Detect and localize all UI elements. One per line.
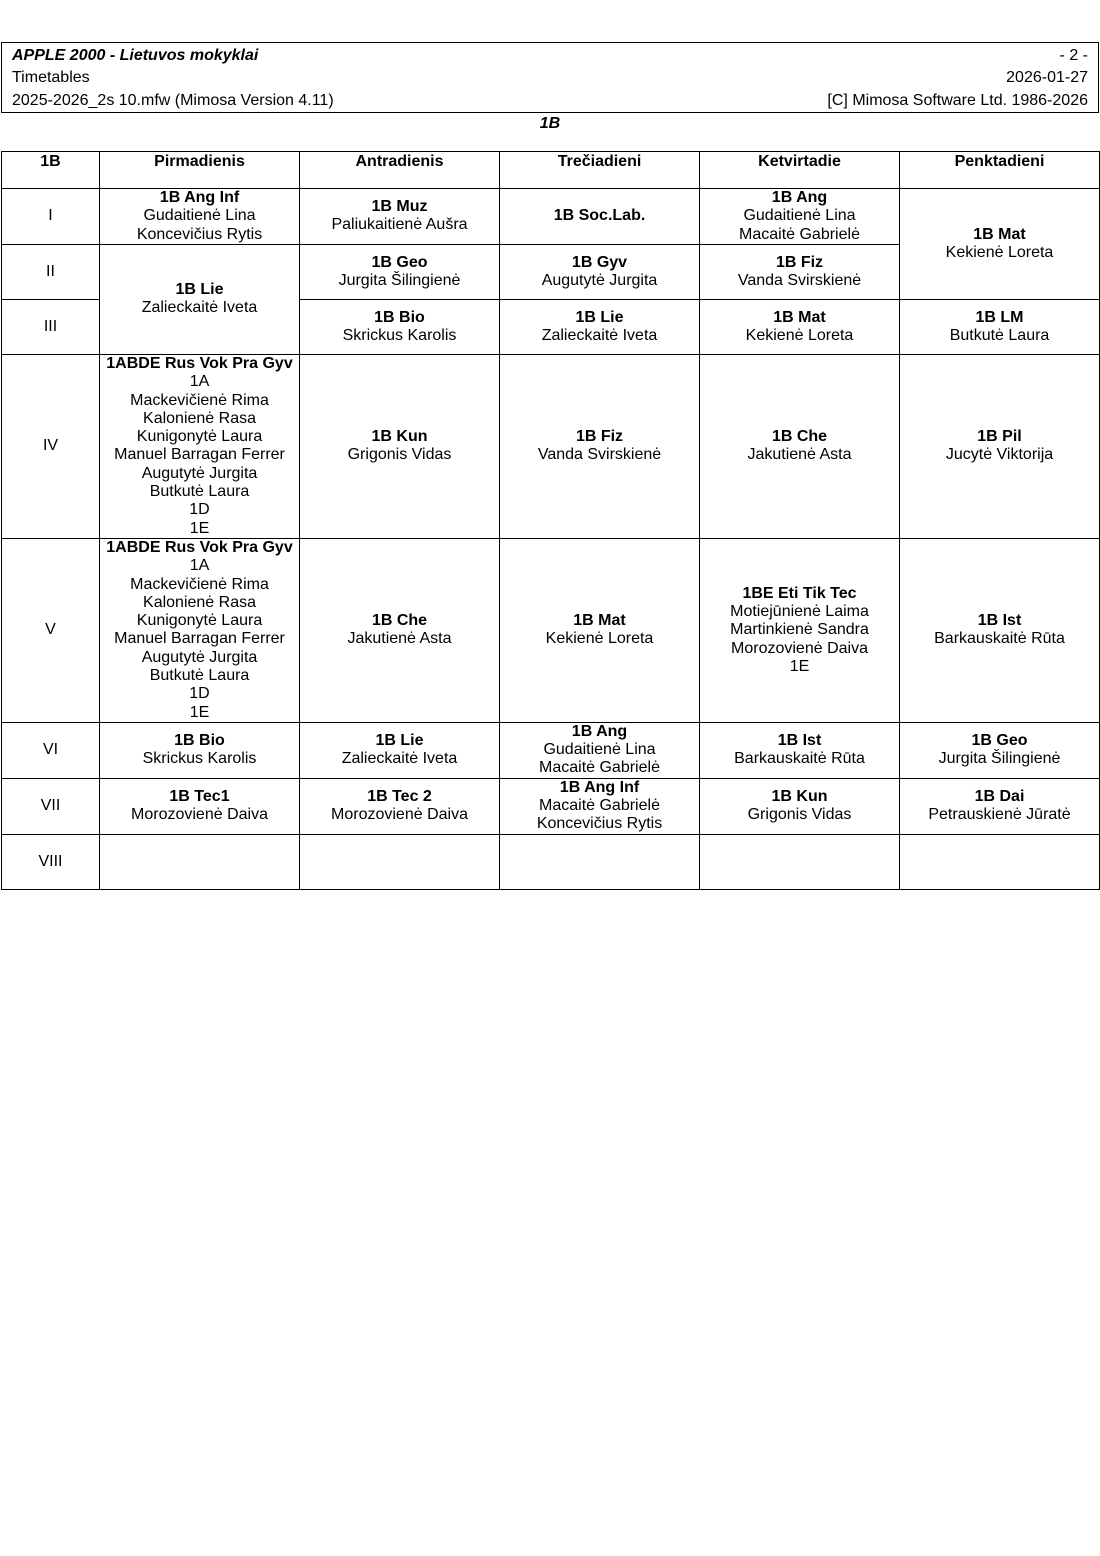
lesson-title: 1B Mat <box>773 308 826 326</box>
lesson-content <box>500 254 699 291</box>
lesson-title: 1B Geo <box>971 732 1028 750</box>
lesson-content <box>300 612 499 649</box>
lesson-title: 1B Geo <box>371 253 428 271</box>
lesson-detail: Koncevičius Rytis <box>536 815 663 833</box>
lesson-detail: Jakutienė Asta <box>747 446 852 464</box>
period-label: V <box>2 538 100 722</box>
day-header: Trečiadieni <box>500 152 700 189</box>
lesson-cell <box>500 834 700 889</box>
lesson-title: 1B Pil <box>977 428 1022 446</box>
lesson-content <box>300 732 499 769</box>
lesson-title: 1ABDE Rus Vok Pra Gyv <box>106 538 293 556</box>
lesson-detail: Zalieckaitė Iveta <box>341 750 458 768</box>
lesson-detail: Gudaitienė Lina <box>743 207 856 225</box>
lesson-cell <box>900 189 1100 300</box>
lesson-content <box>900 788 1099 825</box>
lesson-content <box>700 428 899 465</box>
lesson-cell <box>700 538 900 722</box>
day-header: Pirmadienis <box>100 152 300 189</box>
lesson-cell <box>500 299 700 354</box>
lesson-cell <box>300 778 500 834</box>
print-date: 2026-01-27 <box>1006 69 1088 86</box>
lesson-detail: Barkauskaitė Rūta <box>934 630 1065 648</box>
lesson-detail: Kekienė Loreta <box>945 243 1054 261</box>
period-label: III <box>2 299 100 354</box>
table-row <box>2 189 1100 245</box>
timetable-header-row <box>2 152 1100 189</box>
lesson-cell <box>300 354 500 538</box>
lesson-detail: Kekienė Loreta <box>545 630 654 648</box>
lesson-content <box>900 732 1099 769</box>
lesson-detail: Augutytė Jurgita <box>141 648 258 666</box>
lesson-content <box>500 428 699 465</box>
lesson-title: 1B Bio <box>174 732 225 750</box>
lesson-detail: Grigonis Vidas <box>347 446 452 464</box>
period-label: IV <box>2 354 100 538</box>
lesson-cell <box>500 189 700 245</box>
lesson-title: 1B Ang <box>571 722 628 740</box>
lesson-title: 1B Fiz <box>575 428 624 446</box>
lesson-title: 1B Gyv <box>571 253 628 271</box>
lesson-detail: Manuel Barragan Ferrer <box>114 630 285 648</box>
lesson-content <box>300 309 499 346</box>
lesson-title: 1B Mat <box>573 612 626 630</box>
lesson-cell <box>300 538 500 722</box>
lesson-content <box>300 254 499 291</box>
lesson-cell <box>700 189 900 245</box>
lesson-title: 1B Ang Inf <box>159 189 240 206</box>
lesson-cell <box>900 834 1100 889</box>
lesson-title: 1B Soc.Lab. <box>553 207 646 225</box>
lesson-content <box>500 207 699 225</box>
class-caption: 1B <box>539 115 561 132</box>
lesson-cell <box>100 834 300 889</box>
lesson-content <box>500 309 699 346</box>
lesson-detail: Vanda Svirskienė <box>537 446 662 464</box>
lesson-detail: Skrickus Karolis <box>142 750 257 768</box>
lesson-content <box>900 612 1099 649</box>
lesson-cell <box>300 722 500 778</box>
lesson-detail: Zalieckaitė Iveta <box>141 299 258 317</box>
lesson-detail: Paliukaitienė Aušra <box>331 216 468 234</box>
document-type: Timetables <box>12 69 90 86</box>
lesson-cell <box>500 244 700 299</box>
lesson-content <box>300 788 499 825</box>
lesson-detail: 1A <box>189 557 210 575</box>
lesson-content <box>300 428 499 465</box>
lesson-content <box>100 189 299 244</box>
table-row <box>2 538 1100 722</box>
lesson-detail: Morozovienė Daiva <box>331 806 468 824</box>
lesson-cell <box>100 354 300 538</box>
lesson-detail: Kekienė Loreta <box>745 326 854 344</box>
period-label: I <box>2 189 100 245</box>
page-header <box>1 42 1099 113</box>
lesson-detail: Grigonis Vidas <box>747 806 852 824</box>
copyright: [C] Mimosa Software Ltd. 1986-2026 <box>827 92 1088 109</box>
lesson-detail: Butkutė Laura <box>149 666 250 684</box>
lesson-cell <box>100 244 300 354</box>
table-row <box>2 722 1100 778</box>
lesson-cell <box>300 244 500 299</box>
lesson-detail: Zalieckaitė Iveta <box>541 326 658 344</box>
lesson-detail: 1D <box>189 501 210 519</box>
lesson-content <box>900 226 1099 263</box>
lesson-cell <box>700 834 900 889</box>
lesson-detail: 1E <box>189 703 210 721</box>
lesson-detail: Jurgita Šilingienė <box>338 271 461 289</box>
lesson-content <box>700 788 899 825</box>
lesson-content <box>700 189 899 244</box>
lesson-content <box>100 732 299 769</box>
lesson-detail: Macaitė Gabrielė <box>539 797 660 815</box>
lesson-title: 1B Ang <box>771 189 828 206</box>
lesson-cell <box>900 538 1100 722</box>
period-label: VII <box>2 778 100 834</box>
lesson-title: 1B Tec1 <box>169 787 230 805</box>
lesson-detail: Jucytė Viktorija <box>945 446 1054 464</box>
lesson-detail: Butkutė Laura <box>149 482 250 500</box>
lesson-title: 1B Muz <box>371 198 428 216</box>
lesson-title: 1B Ist <box>977 612 1022 630</box>
lesson-detail: Motiejūnienė Laima <box>730 602 869 620</box>
lesson-detail: Augutytė Jurgita <box>541 271 658 289</box>
lesson-cell <box>700 722 900 778</box>
lesson-title: 1B Fiz <box>775 253 824 271</box>
lesson-content <box>900 309 1099 346</box>
lesson-content <box>100 788 299 825</box>
lesson-title: 1B Bio <box>374 308 425 326</box>
lesson-title: 1B Mat <box>973 225 1026 243</box>
lesson-cell <box>700 244 900 299</box>
lesson-cell <box>900 299 1100 354</box>
lesson-detail: Macaitė Gabrielė <box>539 759 660 777</box>
period-label: II <box>2 244 100 299</box>
lesson-detail: Morozovienė Daiva <box>131 806 268 824</box>
lesson-detail: Morozovienė Daiva <box>731 639 868 657</box>
lesson-title: 1B Ang Inf <box>559 778 640 796</box>
lesson-content <box>700 585 899 676</box>
lesson-detail: Gudaitienė Lina <box>143 207 256 225</box>
lesson-detail: Jakutienė Asta <box>347 630 452 648</box>
lesson-cell <box>500 722 700 778</box>
period-label: VI <box>2 722 100 778</box>
lesson-cell <box>500 538 700 722</box>
lesson-cell <box>300 834 500 889</box>
lesson-content <box>900 428 1099 465</box>
lesson-title: 1B Lie <box>575 308 624 326</box>
table-row <box>2 354 1100 538</box>
lesson-cell <box>100 778 300 834</box>
lesson-title: 1B Kun <box>371 428 428 446</box>
lesson-detail: Kalonienė Rasa <box>143 593 256 611</box>
lesson-cell <box>500 354 700 538</box>
lesson-cell <box>300 299 500 354</box>
lesson-detail: Manuel Barragan Ferrer <box>114 446 285 464</box>
lesson-content <box>500 723 699 778</box>
lesson-title: 1B Tec 2 <box>367 787 432 805</box>
lesson-cell <box>900 722 1100 778</box>
lesson-detail: Vanda Svirskienė <box>737 271 862 289</box>
lesson-title: 1ABDE Rus Vok Pra Gyv <box>106 354 293 372</box>
table-row <box>2 778 1100 834</box>
day-header: Ketvirtadie <box>700 152 900 189</box>
lesson-content <box>500 779 699 834</box>
lesson-cell <box>900 778 1100 834</box>
lesson-detail: Augutytė Jurgita <box>141 464 258 482</box>
lesson-title: 1B Che <box>371 612 428 630</box>
lesson-detail: 1E <box>189 519 210 537</box>
lesson-cell <box>700 299 900 354</box>
lesson-detail: Kunigonytė Laura <box>136 612 263 630</box>
lesson-title: 1B Ist <box>777 732 822 750</box>
lesson-detail: Mackevičienė Rima <box>130 575 269 593</box>
lesson-cell <box>700 354 900 538</box>
lesson-title: 1B Kun <box>771 787 828 805</box>
lesson-cell <box>100 722 300 778</box>
lesson-content <box>700 254 899 291</box>
table-row <box>2 834 1100 889</box>
timetable-body <box>2 189 1100 890</box>
lesson-cell <box>900 354 1100 538</box>
lesson-title: 1BE Eti Tik Tec <box>742 584 857 602</box>
lesson-content <box>700 732 899 769</box>
lesson-detail: Kalonienė Rasa <box>143 409 256 427</box>
lesson-cell <box>300 189 500 245</box>
day-header: Antradienis <box>300 152 500 189</box>
corner-cell: 1B <box>2 152 100 189</box>
lesson-detail: Barkauskaitė Rūta <box>734 750 865 768</box>
lesson-detail: Jurgita Šilingienė <box>938 750 1061 768</box>
lesson-cell <box>100 189 300 245</box>
lesson-title: 1B Lie <box>375 732 424 750</box>
lesson-cell <box>100 538 300 722</box>
lesson-detail: Petrauskienė Jūratė <box>928 806 1071 824</box>
lesson-title: 1B Che <box>771 428 828 446</box>
lesson-content <box>100 355 299 538</box>
lesson-content <box>700 309 899 346</box>
period-label: VIII <box>2 834 100 889</box>
lesson-content <box>100 539 299 722</box>
lesson-detail: Butkutė Laura <box>949 326 1050 344</box>
school-name: APPLE 2000 - Lietuvos mokyklai <box>12 47 259 64</box>
lesson-detail: Martinkienė Sandra <box>730 621 869 639</box>
page-number: - 2 - <box>1059 47 1088 64</box>
day-header: Penktadieni <box>900 152 1100 189</box>
timetable <box>1 151 1100 890</box>
lesson-title: 1B Dai <box>974 787 1025 805</box>
lesson-content <box>100 281 299 318</box>
lesson-detail: 1A <box>189 373 210 391</box>
lesson-detail: Skrickus Karolis <box>342 326 457 344</box>
lesson-detail: Koncevičius Rytis <box>136 225 263 243</box>
lesson-detail: Gudaitienė Lina <box>543 741 656 759</box>
lesson-detail: 1E <box>789 657 810 675</box>
lesson-title: 1B LM <box>975 308 1024 326</box>
lesson-title: 1B Lie <box>175 281 224 299</box>
lesson-detail: Macaitė Gabrielė <box>739 225 860 243</box>
lesson-cell <box>700 778 900 834</box>
lesson-detail: Mackevičienė Rima <box>130 391 269 409</box>
lesson-detail: 1D <box>189 685 210 703</box>
lesson-detail: Kunigonytė Laura <box>136 428 263 446</box>
lesson-cell <box>500 778 700 834</box>
lesson-content <box>500 612 699 649</box>
lesson-content <box>300 198 499 235</box>
source-file: 2025-2026_2s 10.mfw (Mimosa Version 4.11) <box>12 92 334 109</box>
